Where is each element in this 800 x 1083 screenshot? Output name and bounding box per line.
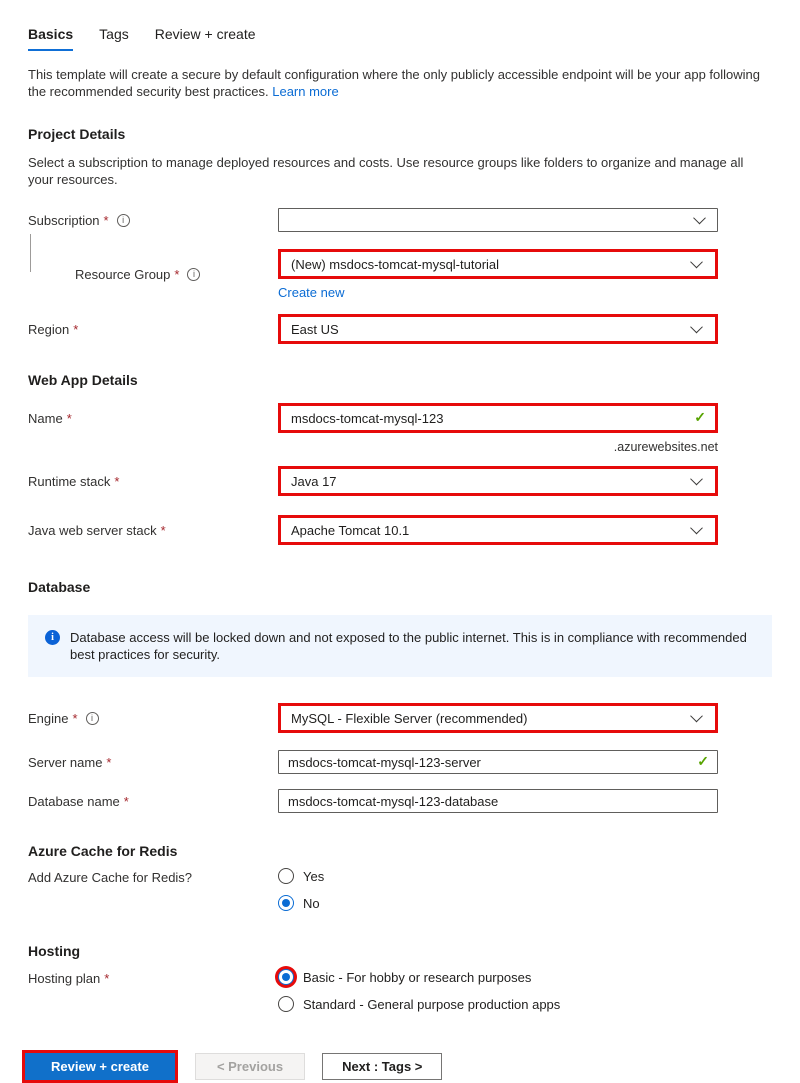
chevron-down-icon: [690, 522, 703, 535]
runtime-stack-label-group: [28, 474, 278, 489]
domain-suffix: .azurewebsites.net: [613, 440, 718, 454]
engine-highlight: [278, 703, 718, 733]
redis-row: [28, 868, 772, 911]
database-name-label-group: [28, 794, 278, 809]
engine-label-group: [28, 711, 278, 726]
chevron-down-icon: [690, 321, 703, 334]
required-marker: *: [66, 411, 72, 426]
runtime-stack-value: Java 17: [291, 473, 337, 489]
hosting-plan-label: Hosting plan: [28, 971, 101, 986]
required-marker: *: [72, 710, 78, 726]
hosting-option-basic[interactable]: [278, 969, 758, 985]
java-stack-row: [28, 515, 772, 545]
engine-dropdown[interactable]: [281, 706, 715, 730]
region-value: East US: [291, 321, 339, 337]
database-name-row: [28, 789, 772, 813]
server-name-label: Server name: [28, 754, 103, 770]
info-icon[interactable]: i: [86, 712, 99, 725]
java-stack-value: Apache Tomcat 10.1: [291, 522, 410, 538]
create-new-link[interactable]: Create new: [278, 285, 345, 300]
database-title: Database: [28, 579, 91, 595]
name-highlight: [278, 403, 718, 433]
chevron-down-icon: [690, 256, 703, 269]
hosting-basic-label: Basic - For hobby or research purposes: [303, 969, 532, 985]
redis-title: Azure Cache for Redis: [28, 843, 178, 859]
required-marker: *: [114, 473, 120, 489]
hosting-radio-group: [278, 969, 758, 1012]
engine-value: MySQL - Flexible Server (recommended): [291, 710, 528, 726]
server-name-label-group: [28, 755, 278, 770]
tab-review-create[interactable]: Review + create: [154, 26, 256, 42]
info-icon[interactable]: i: [117, 214, 130, 227]
java-stack-label: Java web server stack: [28, 522, 157, 538]
region-row: [28, 314, 772, 344]
hierarchy-connector-line: [30, 234, 31, 272]
region-highlight: [278, 314, 718, 344]
database-banner-text: Database access will be locked down and not exposed to the public internet. This is in compliance with recommended best practices for security.: [70, 630, 747, 662]
valid-check-icon: ✓: [697, 753, 709, 770]
required-marker: *: [104, 971, 110, 986]
java-stack-highlight: [278, 515, 718, 545]
chevron-down-icon: [690, 473, 703, 486]
required-marker: *: [174, 267, 180, 282]
required-marker: *: [123, 793, 129, 809]
radio-selected-icon: [278, 895, 294, 911]
java-stack-label-group: [28, 523, 278, 538]
required-marker: *: [106, 754, 112, 770]
redis-option-yes[interactable]: [278, 868, 718, 884]
chevron-down-icon: [693, 212, 706, 225]
previous-button[interactable]: < Previous: [195, 1053, 305, 1080]
redis-question-label: [28, 870, 278, 885]
project-details-title: Project Details: [28, 126, 126, 142]
radio-unselected-icon: [278, 868, 294, 884]
review-create-button[interactable]: Review + create: [25, 1053, 175, 1080]
hosting-option-standard[interactable]: [278, 996, 758, 1012]
runtime-stack-dropdown[interactable]: [281, 469, 715, 493]
info-filled-icon: i: [45, 630, 60, 645]
server-name-input[interactable]: [278, 750, 718, 774]
resource-group-value: (New) msdocs-tomcat-mysql-tutorial: [291, 256, 500, 272]
project-details-description: Select a subscription to manage deployed resources and costs. Use resource groups like folders to organize and manage all your resources.: [28, 155, 744, 187]
redis-radio-group: [278, 868, 718, 911]
radio-unselected-icon: [278, 996, 294, 1012]
name-input[interactable]: [281, 406, 715, 430]
subscription-label-group: [28, 213, 278, 228]
redis-option-no[interactable]: [278, 895, 718, 911]
name-row: [28, 403, 772, 454]
resource-group-dropdown[interactable]: [281, 252, 715, 276]
valid-check-icon: ✓: [694, 409, 706, 426]
runtime-stack-label: Runtime stack: [28, 473, 111, 489]
intro-text: [28, 66, 772, 100]
subscription-dropdown[interactable]: [278, 208, 718, 232]
redis-yes-label: Yes: [303, 868, 325, 884]
redis-question-text: Add Azure Cache for Redis?: [28, 870, 193, 885]
name-label: Name: [28, 411, 63, 426]
wizard-footer: [22, 1050, 772, 1083]
database-name-label: Database name: [28, 793, 120, 809]
wizard-tabs: [28, 26, 772, 51]
info-icon[interactable]: i: [187, 268, 200, 281]
database-info-banner: [28, 615, 772, 677]
server-name-row: [28, 750, 772, 774]
database-name-input[interactable]: [278, 789, 718, 813]
chevron-down-icon: [690, 710, 703, 723]
webapp-details-title: Web App Details: [28, 372, 138, 388]
learn-more-link[interactable]: Learn more: [272, 84, 339, 99]
resource-group-label-group: [28, 267, 278, 282]
runtime-stack-highlight: [278, 466, 718, 496]
radio-selected-highlighted-icon: [278, 969, 294, 985]
hosting-plan-label-group: [28, 971, 278, 986]
engine-row: [28, 703, 772, 733]
runtime-stack-row: [28, 466, 772, 496]
resource-group-highlight: [278, 249, 718, 279]
java-stack-dropdown[interactable]: [281, 518, 715, 542]
name-label-group: [28, 411, 278, 426]
tab-basics[interactable]: Basics: [28, 26, 73, 51]
required-marker: *: [73, 321, 79, 337]
required-marker: *: [160, 522, 166, 538]
region-label: Region: [28, 321, 70, 337]
intro-description: This template will create a secure by default configuration where the only publicly accessible endpoint will be your app following the recommended security best practices.: [28, 67, 761, 99]
region-label-group: [28, 322, 278, 337]
resource-group-label: Resource Group: [75, 267, 171, 282]
hosting-standard-label: Standard - General purpose production apps: [303, 996, 561, 1012]
region-dropdown[interactable]: [281, 317, 715, 341]
next-tags-button[interactable]: Next : Tags >: [322, 1053, 442, 1080]
review-create-highlight: [22, 1050, 178, 1083]
redis-no-label: No: [303, 895, 320, 911]
engine-label: Engine: [28, 710, 69, 726]
tab-tags[interactable]: Tags: [99, 26, 129, 42]
hosting-title: Hosting: [28, 943, 81, 959]
hosting-row: [28, 969, 772, 1012]
subscription-row: [28, 208, 772, 232]
required-marker: *: [103, 212, 109, 228]
subscription-label: Subscription: [28, 212, 100, 228]
resource-group-row: [28, 249, 772, 300]
